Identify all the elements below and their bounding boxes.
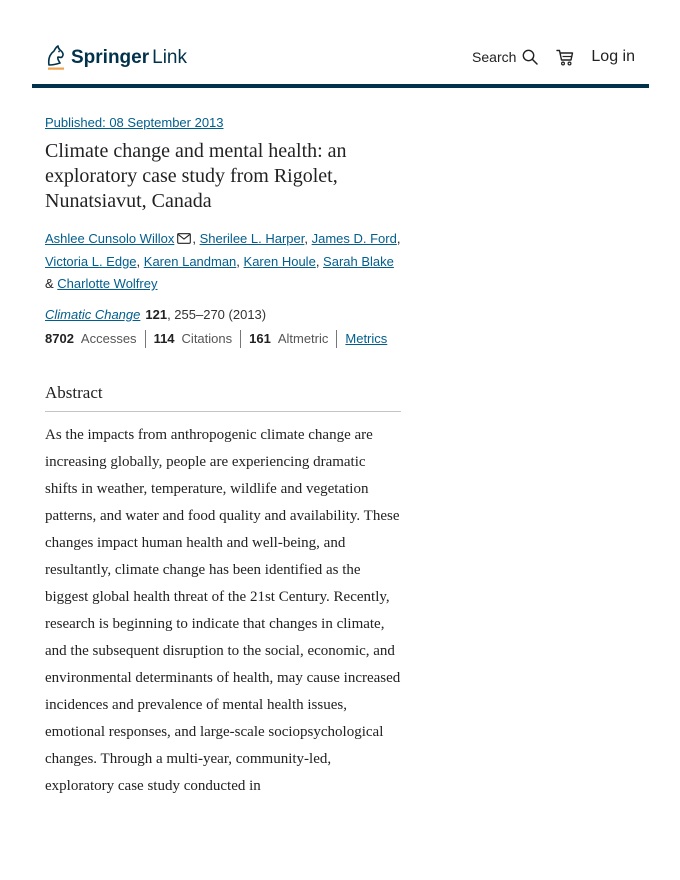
citations-count: 114 — [153, 330, 175, 346]
author-separator: , — [236, 253, 244, 269]
site-header — [32, 40, 649, 88]
metrics-divider — [145, 330, 146, 348]
altmetric-count: 161 — [249, 330, 271, 346]
springer-horse-icon — [45, 45, 67, 71]
journal-citation — [45, 306, 401, 324]
author-link[interactable]: James D. Ford — [311, 231, 397, 246]
author-separator: , — [304, 231, 312, 246]
journal-pages: , 255–270 (2013) — [167, 306, 267, 322]
author-link[interactable]: Charlotte Wolfrey — [57, 276, 158, 291]
author-link[interactable]: Karen Houle — [243, 253, 316, 269]
abstract-text: As the impacts from anthropogenic climate change are increasing globally, people are experiencing dramatic shifts in weather, temperature, wildlife and vegetation patterns, and water and food quality and availability. These changes impact human health and well-being, and resultantly, climate change has been identified as the biggest global health threat of the 21st Century. Recently, research is beginning to indicate that changes in climate, and the subsequent disruption to the social, economic, and environmental determinants of health, may cause increased incidences and prevalence of mental health issues, emotional responses, and large-scale sociopsychological changes. Through a multi-year, community-led, exploratory case study conducted in — [45, 426, 401, 794]
header-nav — [472, 48, 635, 66]
author-separator: , — [396, 231, 401, 246]
author-conjunction: & — [45, 276, 58, 291]
author-separator: , — [136, 253, 144, 269]
author-separator: , — [192, 231, 200, 246]
article-header — [45, 114, 401, 800]
metrics-divider — [336, 330, 337, 348]
accesses-label: Accesses — [80, 330, 137, 346]
author-link[interactable]: Karen Landman — [143, 253, 237, 269]
author-link[interactable]: Victoria L. Edge — [45, 253, 137, 269]
logo-brand: Springer — [71, 47, 150, 68]
article-title: Climate change and mental health: an exploratory case study from Rigolet, Nunatsiavut, Canada — [45, 140, 347, 212]
metrics-divider — [240, 330, 241, 348]
logo-product: Link — [152, 47, 187, 68]
author-separator: , — [315, 253, 324, 269]
email-icon[interactable] — [177, 233, 191, 244]
article-metrics — [45, 330, 401, 348]
search-icon — [522, 49, 538, 65]
author-link[interactable]: Sherilee L. Harper — [199, 231, 305, 246]
springer-link-logo[interactable] — [45, 45, 187, 71]
search-label: Search — [472, 49, 517, 65]
author-link[interactable]: Ashlee Cunsolo Willox — [45, 231, 175, 246]
accesses-count: 8702 — [45, 330, 74, 346]
cart-icon — [556, 49, 574, 66]
abstract-heading: Abstract — [45, 382, 401, 412]
search-button[interactable] — [472, 49, 538, 65]
cart-button[interactable] — [556, 49, 574, 66]
author-list — [45, 228, 401, 296]
author-link[interactable]: Sarah Blake — [323, 253, 394, 269]
altmetric-label: Altmetric — [277, 330, 329, 346]
published-date-link[interactable]: Published: 08 September 2013 — [45, 115, 224, 130]
metrics-link[interactable]: Metrics — [345, 330, 388, 346]
citations-label: Citations — [181, 330, 233, 346]
journal-link[interactable]: Climatic Change — [45, 306, 141, 322]
journal-volume: 121 — [145, 306, 168, 322]
logo-text — [71, 46, 187, 70]
login-link[interactable]: Log in — [591, 48, 635, 65]
